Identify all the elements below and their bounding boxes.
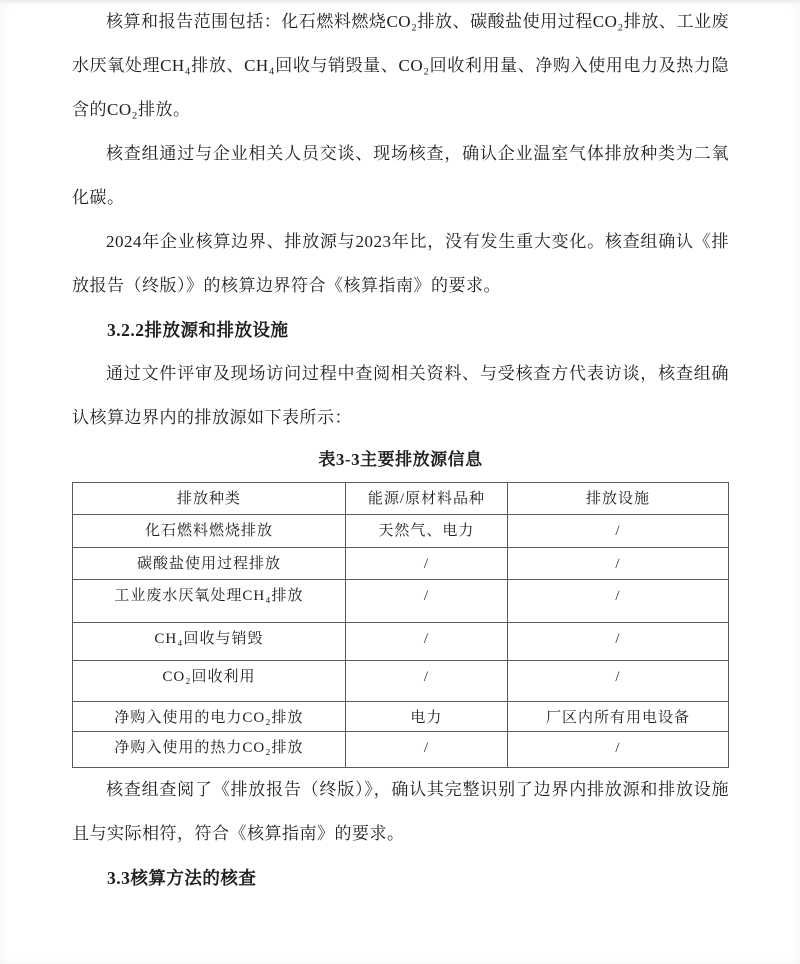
table-cell: 厂区内所有用电设备 bbox=[507, 702, 728, 732]
table-cell: 天然气、电力 bbox=[345, 515, 507, 548]
table-caption: 表3-3主要排放源信息 bbox=[318, 450, 483, 469]
table-cell: CH₄回收与销毁 bbox=[73, 623, 346, 661]
table-cell: / bbox=[345, 661, 507, 702]
table-cell: / bbox=[507, 548, 728, 580]
column-header-emission-type: 排放种类 bbox=[73, 483, 346, 515]
paragraph-gas-type: 核查组通过与企业相关人员交谈、现场核查，确认企业温室气体排放种类为二氧化碳。 bbox=[72, 144, 729, 207]
table-cell: / bbox=[507, 623, 728, 661]
table-cell: CO₂回收利用 bbox=[73, 661, 346, 702]
heading-3-2-2: 3.2.2排放源和排放设施 bbox=[107, 320, 289, 340]
table-row bbox=[73, 548, 729, 580]
table-cell: 碳酸盐使用过程排放 bbox=[73, 548, 346, 580]
table-row bbox=[73, 702, 729, 732]
paragraph-review-process: 通过文件评审及现场访问过程中查阅相关资料、与受核查方代表访谈，核查组确认核算边界内的排放源如下表所示： bbox=[72, 364, 729, 427]
table-row bbox=[73, 661, 729, 702]
table-cell: / bbox=[345, 548, 507, 580]
table-cell: / bbox=[507, 515, 728, 548]
paragraph-conclusion: 核查组查阅了《排放报告（终版）》，确认其完整识别了边界内排放源和排放设施且与实际相符，符合《核算指南》的要求。 bbox=[72, 780, 729, 843]
table-row bbox=[73, 580, 729, 623]
column-header-energy-material: 能源/原材料品种 bbox=[345, 483, 507, 515]
table-cell: 电力 bbox=[345, 702, 507, 732]
table-cell: / bbox=[345, 580, 507, 623]
table-row bbox=[73, 732, 729, 768]
column-header-facility: 排放设施 bbox=[507, 483, 728, 515]
document-content bbox=[72, 0, 729, 900]
table-cell: / bbox=[507, 661, 728, 702]
table-cell: 工业废水厌氧处理CH₄排放 bbox=[73, 580, 346, 623]
table-cell: / bbox=[507, 732, 728, 768]
heading-3-3: 3.3核算方法的核查 bbox=[107, 868, 257, 888]
table-cell: / bbox=[345, 623, 507, 661]
table-cell: / bbox=[507, 580, 728, 623]
paragraph-boundary-change: 2024年企业核算边界、排放源与2023年比，没有发生重大变化。核查组确认《排放报告（终版）》的核算边界符合《核算指南》的要求。 bbox=[72, 232, 729, 295]
table-header-row bbox=[73, 483, 729, 515]
table-row bbox=[73, 623, 729, 661]
table-cell: 化石燃料燃烧排放 bbox=[73, 515, 346, 548]
emission-source-table bbox=[72, 482, 729, 768]
table-cell: / bbox=[345, 732, 507, 768]
paragraph-scope: 核算和报告范围包括：化石燃料燃烧CO₂排放、碳酸盐使用过程CO₂排放、工业废水厌氧处理CH₄排放、CH₄回收与销毁量、CO₂回收利用量、净购入使用电力及热力隐含的CO₂排放。 bbox=[72, 12, 729, 119]
table-cell: 净购入使用的电力CO₂排放 bbox=[73, 702, 346, 732]
table-cell: 净购入使用的热力CO₂排放 bbox=[73, 732, 346, 768]
table-row bbox=[73, 515, 729, 548]
